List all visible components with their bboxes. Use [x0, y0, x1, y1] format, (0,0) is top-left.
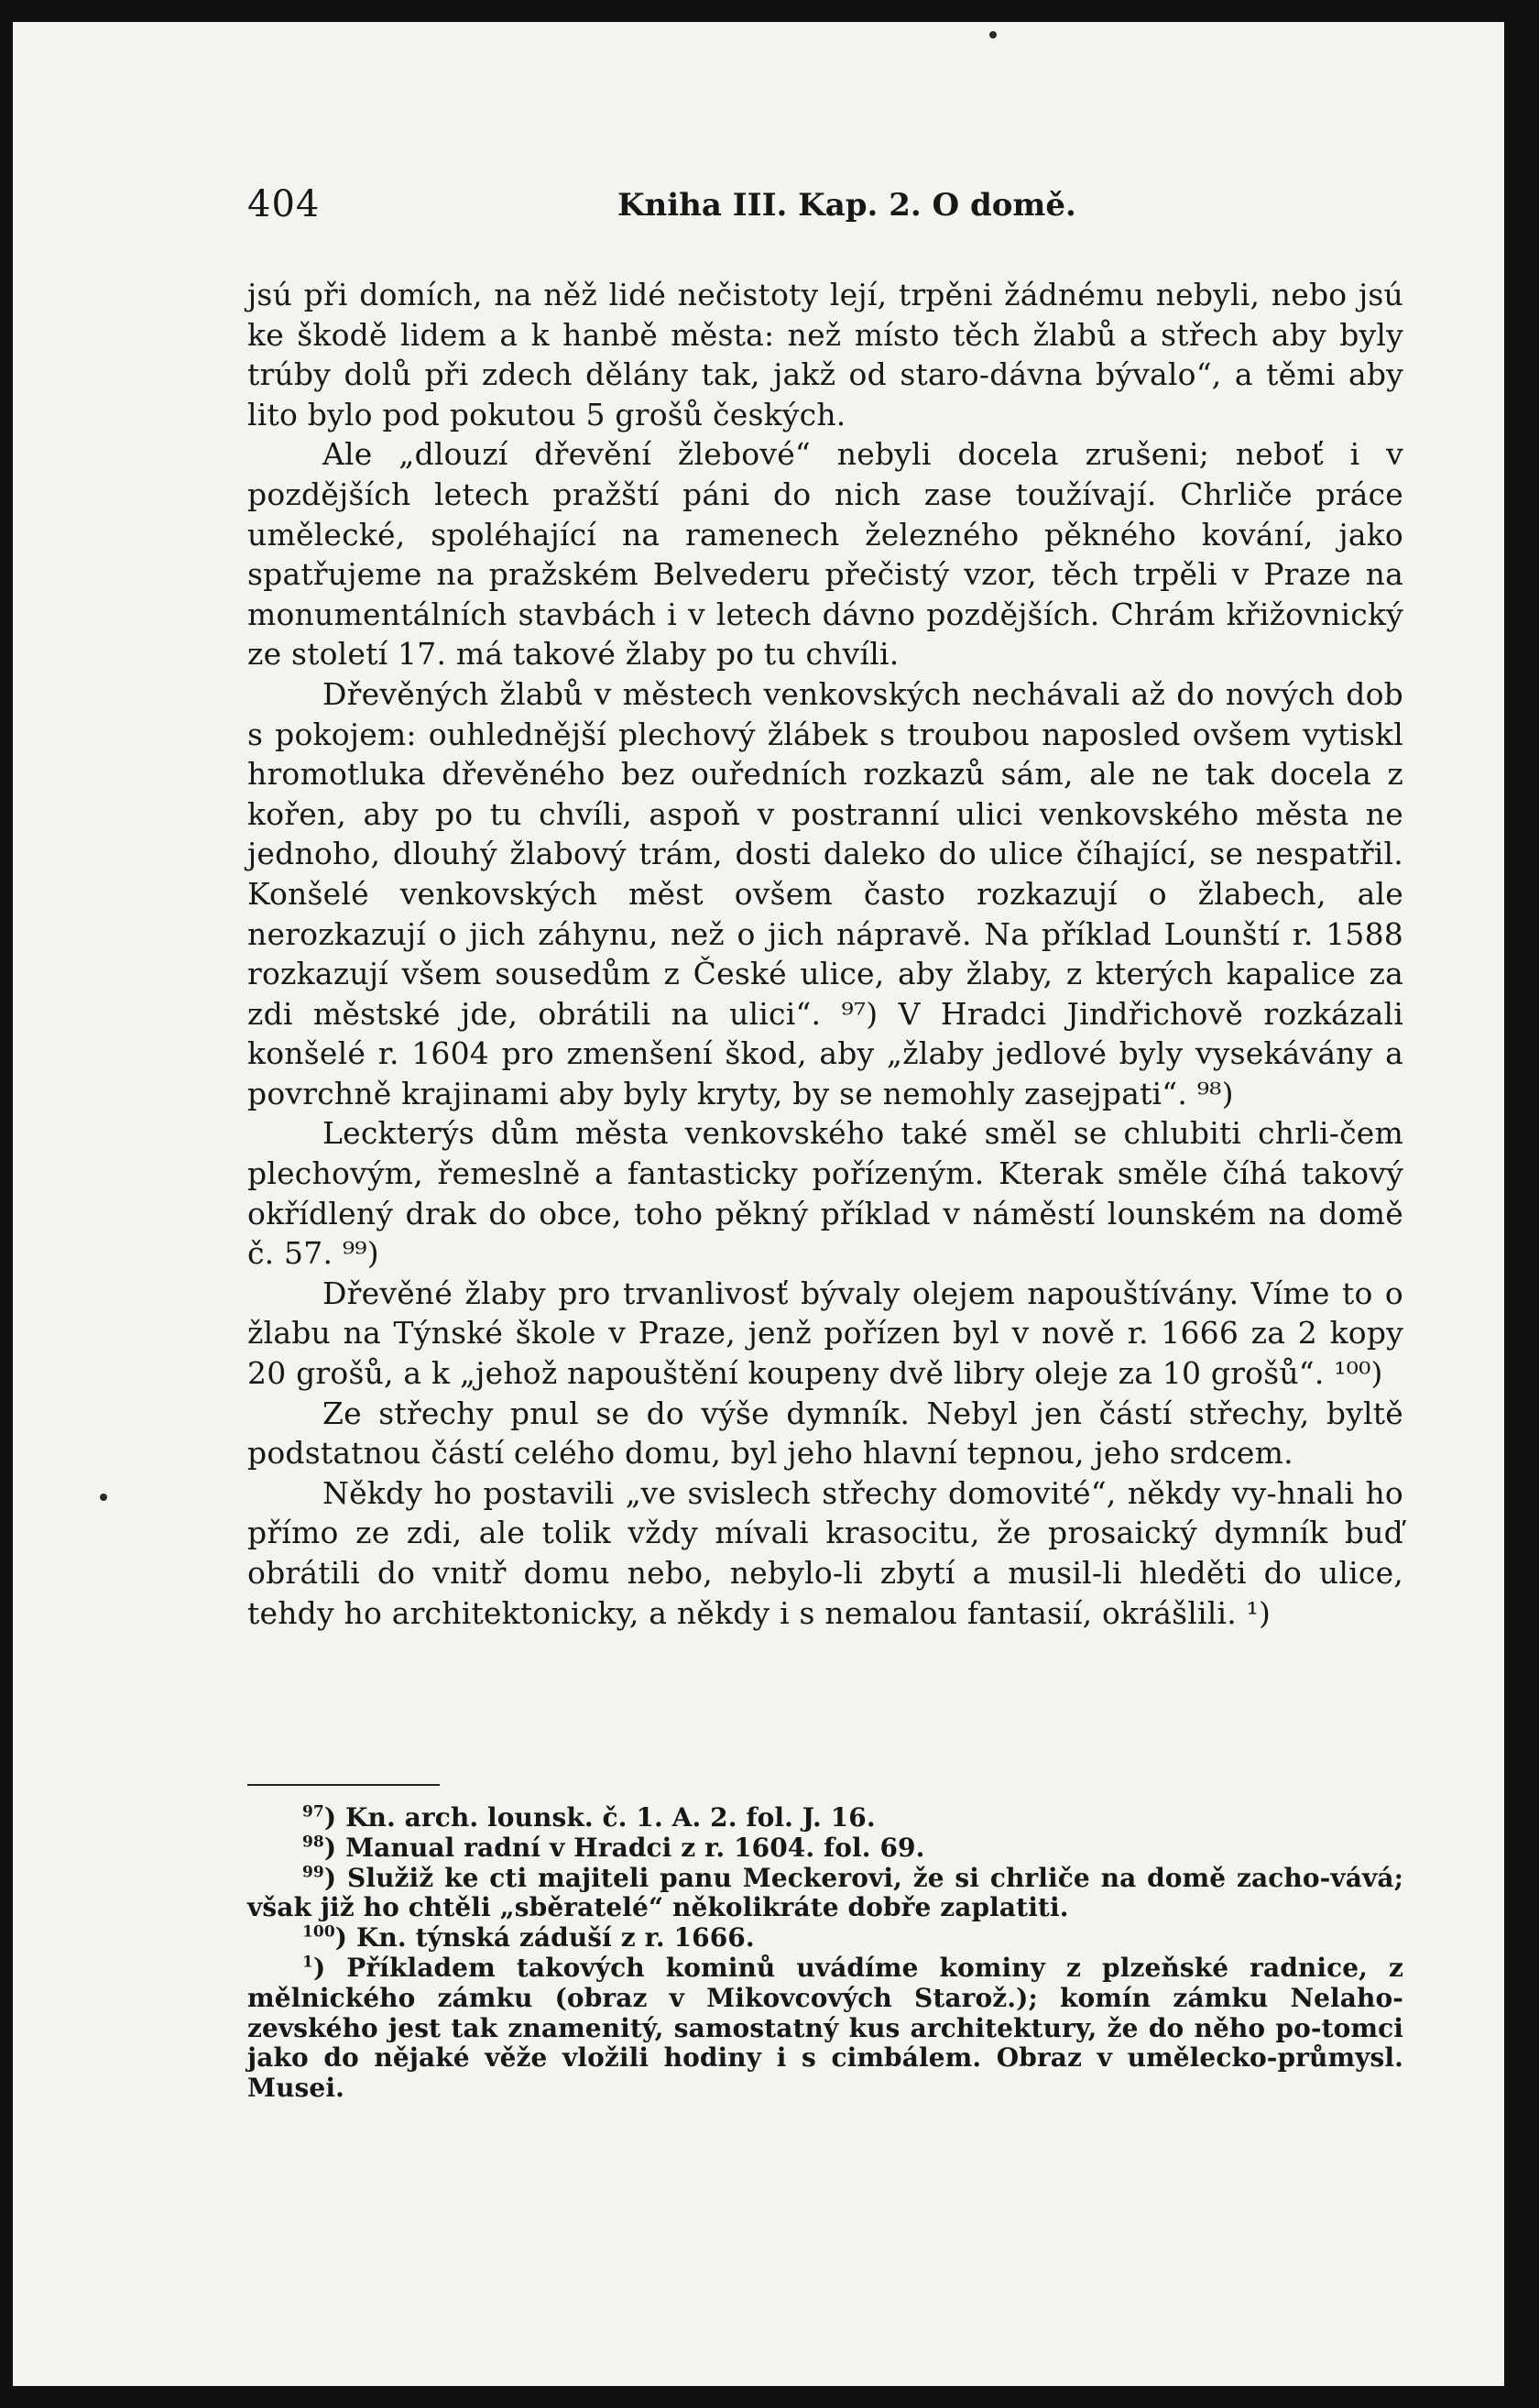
paragraph: Ze střechy pnul se do výše dymník. Nebyl jen částí střechy, byltě podstatnou částí celého domu, byl jeho hlavní tepnou, jeho srdcem.	[247, 1395, 1403, 1472]
footnote-divider	[247, 1784, 440, 1786]
footnote-text: Manual radní v Hradci z r. 1604. fol. 69.	[345, 1832, 925, 1863]
footnote-mark: 98	[302, 1833, 324, 1852]
footnote: $^{100}$) Kn. týnská záduší z r. 1666.	[302, 1922, 755, 1954]
page-header	[247, 176, 1403, 231]
main-text	[247, 275, 1403, 1633]
footnote-text: Kn. arch. lounsk. č. 1. A. 2. fol. J. 16.	[345, 1802, 876, 1833]
paragraph: Dřevěných žlabů v městech venkovských nechávali až do nových dob s pokojem: ouhlednější plechový žlábek s troubou naposled ovšem vytiskl hromotluka dřevěného bez ouředních rozkazů sám, ale ne tak docela z kořen, aby po tu chvíli, aspoň v postranní ulici venkovského města ne jednoho, dlouhý žlabový trám, dosti daleko do ulice číhající, se nespatřil. Konšelé venkovských měst ovšem často rozkazují o žlabech, ale nerozkazují o jich záhynu, než o jich nápravě. Na příklad Lounští r. 1588 rozkazují všem sousedům z České ulice, aby žlaby, z kterých kapalice za zdi městské jde, obrátili na ulici“. ⁹⁷) V Hradci Jindřichově rozkázali konšelé r. 1604 pro zmenšení škod, aby „žlaby jedlové byly vysekávány a povrchně krajinami aby byly kryty, by se nemohly zasejpati“. ⁹⁸)	[247, 675, 1403, 1111]
paragraph: Někdy ho postavili „ve svislech střechy domovité“, někdy vy-hnali ho přímo ze zdi, ale tolik vždy mívali krasocitu, že prosaický dymník buď obrátili do vnitř domu nebo, nebylo-li zbytí a musil-li hleděti do ulice, tehdy ho architektonicky, a někdy i s nemalou fantasií, okrášlili. ¹)	[247, 1474, 1403, 1631]
print-dot	[100, 1494, 107, 1501]
footnote: $^1$) Příkladem takových kominů uvádíme kominy z plzeňské radnice, z mělnického zámku (obraz v Mikovcových Starož.); komín zámku Nelaho-zevského jest tak znamenitý, samostatný kus architektury, že do něho po-tomci jako do nějaké věže vložili hodiny i s cimbálem. Obraz v umělecko-průmysl. Musei.	[247, 1952, 1403, 2104]
book-page	[13, 22, 1504, 2386]
footnote-mark: 97	[302, 1802, 324, 1822]
footnote-mark: 99	[302, 1863, 324, 1882]
footnote: $^{99}$) Služiž ke cti majiteli panu Meckerovi, že si chrliče na domě zacho-vává; však již ho chtěli „sběratelé“ několikráte dobře zaplatiti.	[247, 1862, 1404, 1923]
paragraph: Ale „dlouzí dřevění žlebové“ nebyli docela zrušeni; neboť i v pozdějších letech pražští páni do nich zase toužívají. Chrliče práce umělecké, spoléhající na ramenech železného pěkného kování, jako spatřujeme na pražském Belvederu přečistý vzor, těch trpěli v Praze na monumentálních stavbách i v letech dávno pozdějších. Chrám křižovnický ze století 17. má takové žlaby po tu chvíli.	[247, 436, 1403, 673]
footnotes	[247, 1803, 1403, 2104]
paragraph: Leckterýs dům města venkovského také směl se chlubiti chrli-čem plechovým, řemeslně a fantasticky pořízeným. Kterak směle číhá takový okřídlený drak do obce, toho pěkný příklad v náměstí lounském na domě č. 57. ⁹⁹)	[247, 1115, 1403, 1272]
footnote-text: Kn. týnská záduší z r. 1666.	[356, 1922, 755, 1954]
footnote-mark: 100	[302, 1922, 335, 1942]
paragraph: Dřevěné žlaby pro trvanlivosť bývaly olejem napouštívány. Víme to o žlabu na Týnské škole v Praze, jenž pořízen byl v nově r. 1666 za 2 kopy 20 grošů, a k „jehož napouštění koupeny dvě libry oleje za 10 grošů“. ¹⁰⁰)	[247, 1275, 1403, 1392]
paragraph: jsú při domích, na něž lidé nečistoty lejí, trpěni žádnému nebyli, nebo jsú ke škodě lidem a k hanbě města: než místo těch žlabů a střech aby byly trúby dolů při zdech dělány tak, jakž od staro-dávna bývalo“, a těmi aby lito bylo pod pokutou 5 grošů českých.	[247, 277, 1403, 432]
page-number: 404	[247, 183, 321, 225]
footnote: $^{98}$) Manual radní v Hradci z r. 1604. fol. 69.	[302, 1832, 925, 1863]
footnote: $^{97}$) Kn. arch. lounsk. č. 1. A. 2. fol. J. 16.	[302, 1802, 876, 1833]
print-dot	[989, 31, 997, 38]
running-head: Kniha III. Kap. 2. O domě.	[617, 187, 1076, 224]
footnote-text: Služiž ke cti majiteli panu Meckerovi, že si chrliče na domě zacho-vává; však již ho chtěli „sběratelé“ několikráte dobře zaplatiti.	[247, 1862, 1404, 1923]
footnote-mark: 1	[302, 1953, 313, 1972]
footnote-text: Příkladem takových kominů uvádíme kominy z plzeňské radnice, z mělnického zámku (obraz v Mikovcových Starož.); komín zámku Nelaho-zevského jest tak znamenitý, samostatný kus architektury, že do něho po-tomci jako do nějaké věže vložili hodiny i s cimbálem. Obraz v umělecko-průmysl. Musei.	[247, 1952, 1403, 2104]
